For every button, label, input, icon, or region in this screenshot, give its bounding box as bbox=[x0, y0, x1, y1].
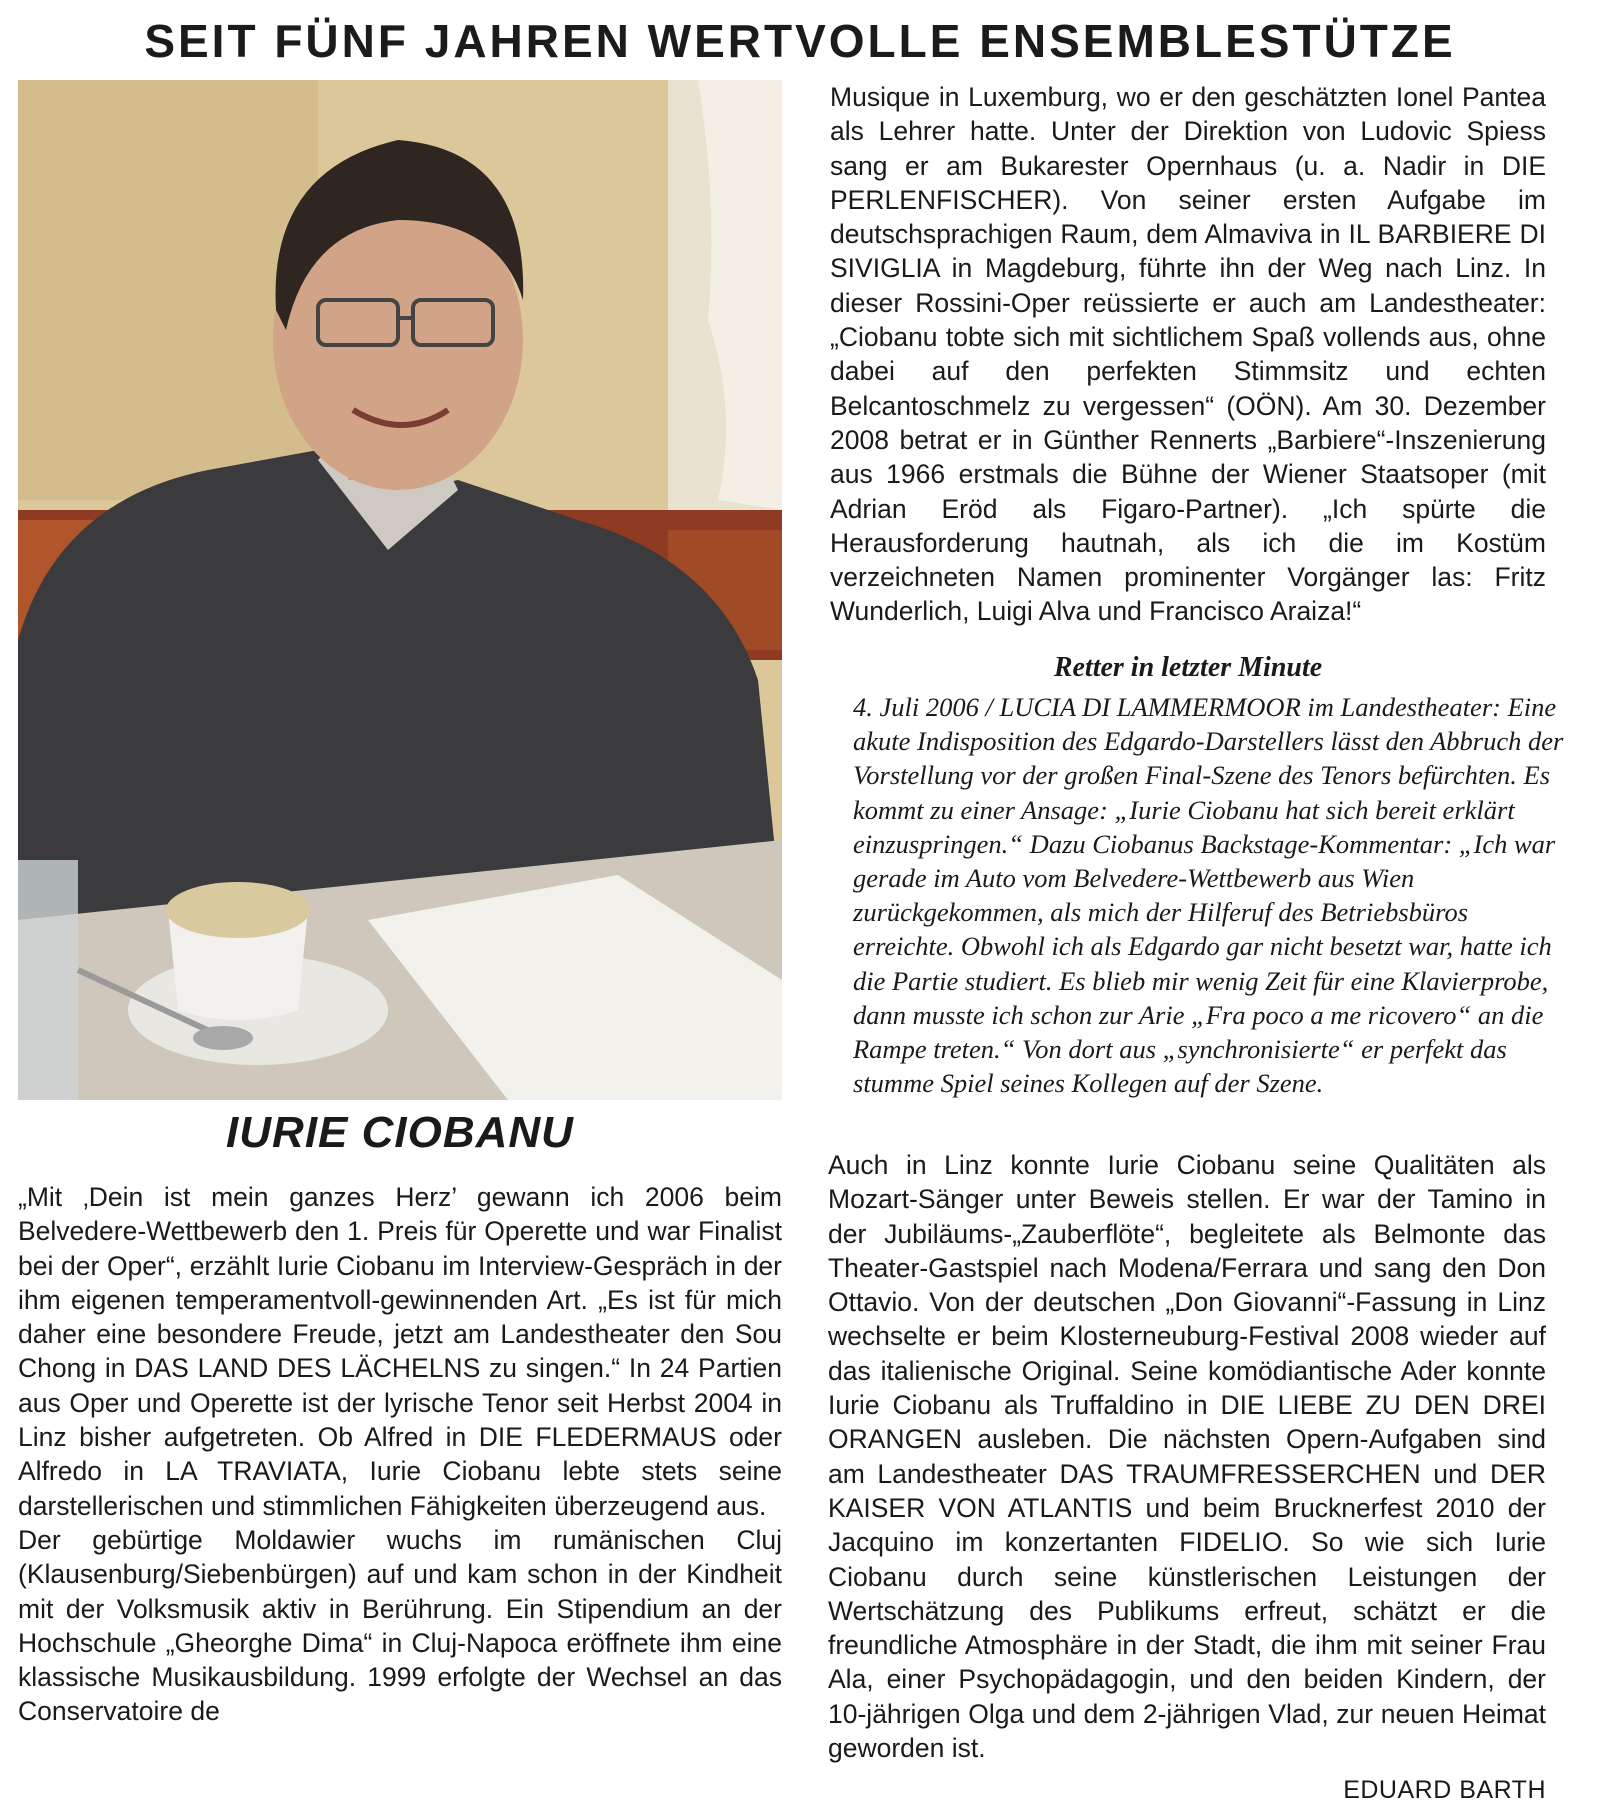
left-paragraph: „Mit ‚Dein ist mein ganzes Herz’ gewann ich 2006 beim Belvedere-Wettbewerb den 1. Preis für Operette und war Finalist bei der Oper“, erzählt Iurie Ciobanu im Interview-Gespräch in der ihm eigenen temperamentvoll-gewinnenden Art. „Es ist für mich daher eine besondere Freude, jetzt am Landestheater den Sou Chong in DAS LAND DES LÄCHELNS zu singen.“ In 24 Partien aus Oper und Operette ist der lyrische Tenor seit Herbst 2004 in Linz bisher aufgetreten. Ob Alfred in DIE FLEDERMAUS oder Alfredo in LA TRAVIATA, Iurie Ciobanu lebte stets seine darstellerischen und stimmlichen Fähigkeiten überzeugend aus. bbox=[18, 1182, 782, 1521]
left-column bbox=[18, 1180, 782, 1729]
headline: SEIT FÜNF JAHREN WERTVOLLE ENSEMBLESTÜTZE bbox=[144, 15, 1456, 67]
right-column-bottom bbox=[828, 1148, 1546, 1765]
right-bottom-paragraph: Auch in Linz konnte Iurie Ciobanu seine Qualitäten als Mozart-Sänger unter Beweis stellen. Er war der Tamino in der Jubiläums-„Zauberflöte“, begleitete als Belmonte das Theater-Gastspiel nach Modena/Ferrara und sang den Don Ottavio. Von der deutschen „Don Giovanni“-Fassung in Linz wechselte er beim Klosterneuburg-Festival 2008 wieder auf das italienische Original. Seine komödiantische Ader konnte Iurie Ciobanu als Truffaldino in DIE LIEBE ZU DEN DREI ORANGEN ausleben. Die nächsten Opern-Aufgaben sind am Landestheater DAS TRAUMFRESSERCHEN und DER KAISER VON ATLANTIS und beim Brucknerfest 2010 der Jacquino im konzertanten FIDELIO. So wie sich Iurie Ciobanu durch seine künstlerischen Leistungen der Wertschätzung des Publikums erfreut, schätzt er die freundliche Atmosphäre in der Stadt, die ihm mit seiner Frau Ala, einer Psychopädagogin, und den beiden Kindern, der 10-jährigen Olga und dem 2-jährigen Vlad, zur neuen Heimat geworden ist. bbox=[828, 1150, 1546, 1764]
person-name: IURIE CIOBANU bbox=[226, 1108, 574, 1157]
right-top-paragraph: Musique in Luxemburg, wo er den geschätzten Ionel Pantea als Lehrer hatte. Unter der Direktion von Ludovic Spiess sang er am Bukarester Opernhaus (u. a. Nadir in DIE PERLENFISCHER). Von seiner ersten Aufgabe im deutschsprachigen Raum, dem Almaviva in IL BARBIERE DI SIVIGLIA in Magdeburg, führte ihn der Weg nach Linz. In dieser Rossini-Oper reüssierte er auch am Landestheater: „Ciobanu tobte sich mit sichtlichem Spaß vollends aus, ohne dabei auf den perfekten Stimmsitz und echten Belcantoschmelz zu vergessen“ (OÖN). Am 30. Dezember 2008 betrat er in Günther Rennerts „Barbiere“-Inszenierung aus 1966 erstmals die Bühne der Wiener Staatsoper (mit Adrian Eröd als Figaro-Partner). „Ich spürte die Herausforderung hautnah, als ich die im Kostüm verzeichneten Namen prominenter Vorgänger las: Fritz Wunderlich, Luigi Alva und Francisco Araiza!“ bbox=[830, 82, 1546, 627]
portrait-photo bbox=[18, 80, 782, 1100]
box-text: 4. Juli 2006 / LUCIA DI LAMMERMOOR im Landestheater: Eine akute Indisposition des Edgardo-Darstellers lässt den Abbruch der Vorstellung vor der großen Final-Szene des Tenors befürchten. Es kommt zu einer Ansage: „Iurie Ciobanu hat sich bereit erklärt einzuspringen.“ Dazu Ciobanus Backstage-Kommentar: „Ich war gerade im Auto vom Belvedere-Wettbewerb aus Wien zurückgekommen, als mich der Hilferuf des Betriebsbüros erreichte. Obwohl ich als Edgardo gar nicht besetzt war, hatte ich die Partie studiert. Es blieb mir wenig Zeit für eine Klavierprobe, dann musste ich schon zur Arie „Fra poco a me ricovero“ an die Rampe treten.“ Von dort aus „synchronisierte“ er perfekt das stumme Spiel seines Kollegen auf der Szene. bbox=[853, 692, 1564, 1099]
author-signature: EDUARD BARTH bbox=[1343, 1776, 1546, 1804]
box-title: Retter in letzter Minute bbox=[1053, 652, 1323, 683]
left-paragraph: Der gebürtige Moldawier wuchs im rumänischen Cluj (Klausenburg/Siebenbürgen) auf und kam schon in der Kindheit mit der Volksmusik aktiv in Berührung. Ein Stipendium an der Hochschule „Gheorghe Dima“ in Cluj-Napoca eröffnete ihm eine klassische Musikausbildung. 1999 erfolgte der Wechsel an das Conservatoire de bbox=[18, 1524, 782, 1727]
right-column-top bbox=[830, 80, 1546, 629]
